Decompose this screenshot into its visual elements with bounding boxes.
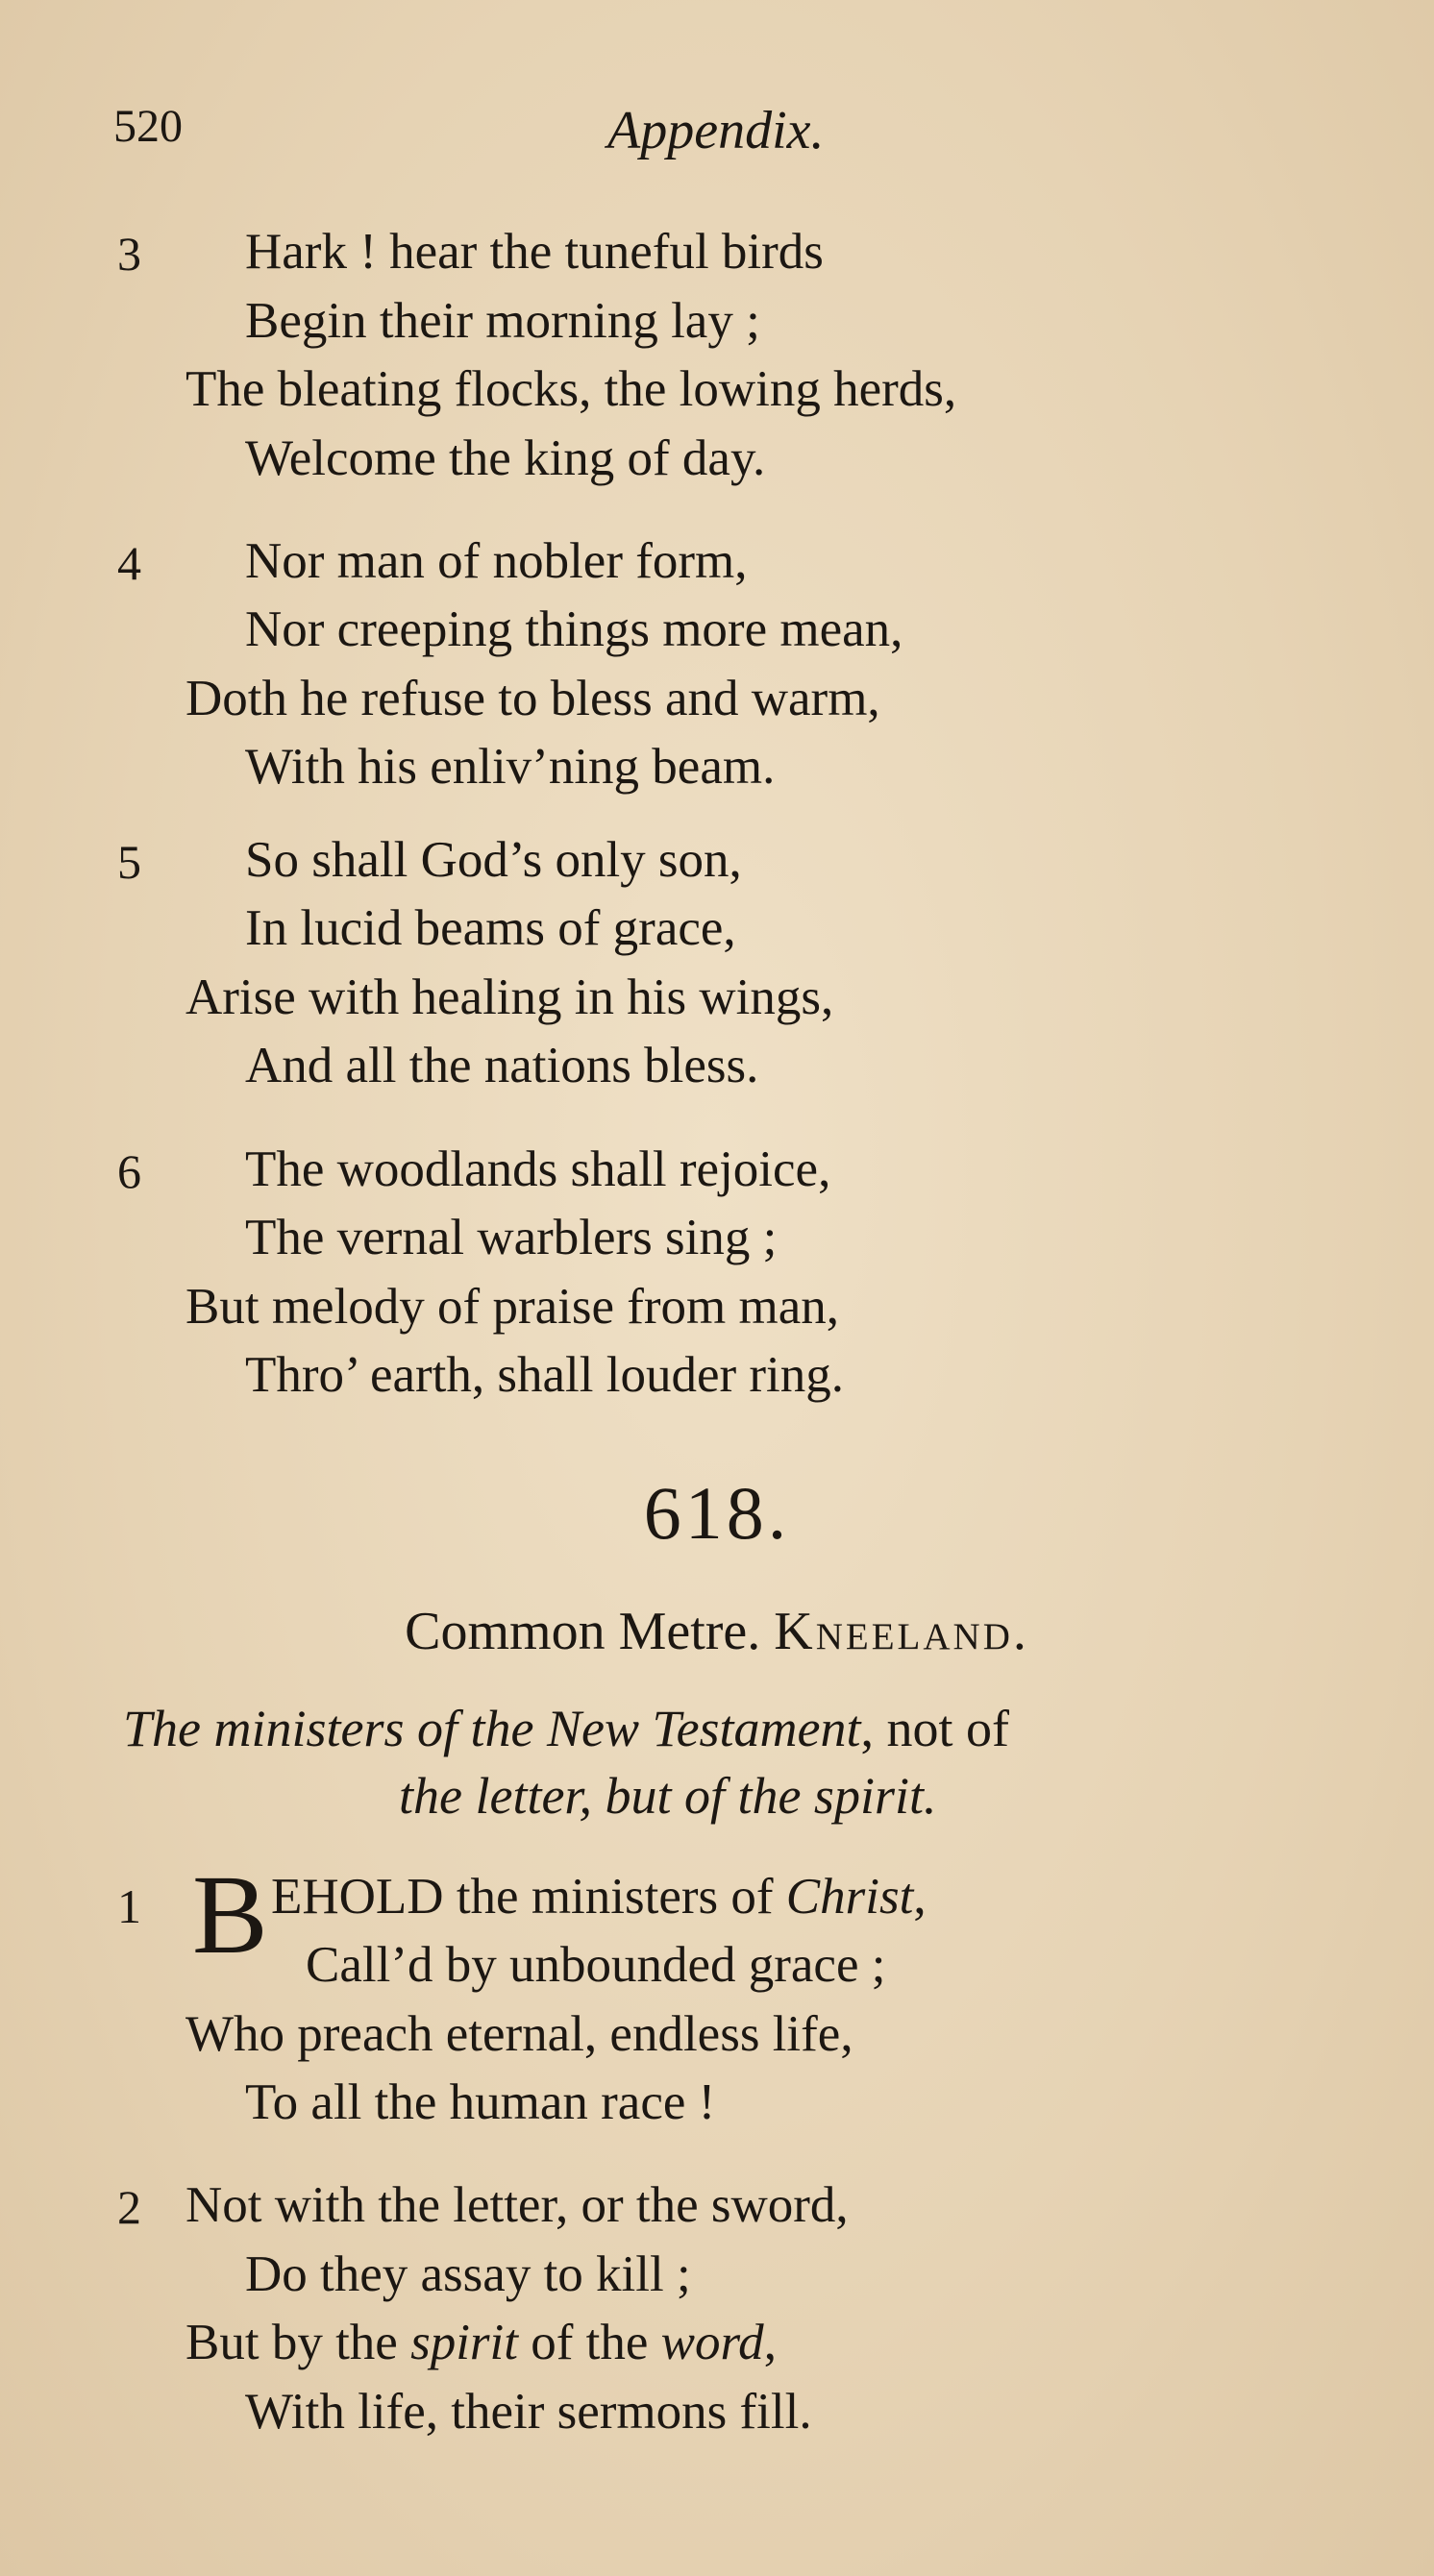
verse-number: 3 xyxy=(117,227,141,281)
verse-number: 6 xyxy=(117,1144,141,1198)
verse-number: 2 xyxy=(117,2180,141,2234)
subtitle-text: , but of the spirit. xyxy=(579,1767,937,1825)
verse-text-italic: spirit xyxy=(410,2315,519,2370)
verse-line: So shall God’s only son, xyxy=(245,832,742,888)
verse-punct: , xyxy=(913,1869,927,1925)
verse-line: And all the nations bless. xyxy=(245,1038,759,1093)
tune-name: Kneeland. xyxy=(774,1602,1029,1661)
verse-text: But by the xyxy=(185,2315,411,2370)
verse-number: 1 xyxy=(117,1879,141,1933)
running-head: Appendix. xyxy=(607,101,825,160)
verse-line: Thro’ earth, shall louder ring. xyxy=(245,1347,845,1403)
verse-line: With his enliv’ning beam. xyxy=(245,739,776,795)
verse-line: Who preach eternal, endless life, xyxy=(185,2006,853,2062)
drop-cap: B xyxy=(192,1852,268,1977)
verse-line: Welcome the king of day. xyxy=(245,430,766,486)
hymn-subtitle-line-2 xyxy=(399,1766,936,1826)
subtitle-text: the letter xyxy=(399,1767,580,1825)
verse-text: EHOLD the ministers of xyxy=(271,1869,786,1925)
verse-line: Call’d by unbounded grace ; xyxy=(306,1937,886,1993)
verse-line: In lucid beams of grace, xyxy=(245,900,736,956)
verse-text-italic: word xyxy=(660,2315,764,2370)
verse-line: Not with the letter, or the sword, xyxy=(185,2177,849,2233)
verse-line xyxy=(271,1868,927,1926)
hymn-subtitle-line-1 xyxy=(123,1699,1009,1758)
verse-line: The vernal warblers sing ; xyxy=(245,1210,778,1265)
meter-name: Common Metre. xyxy=(405,1602,761,1661)
hymn-number: 618. xyxy=(643,1471,791,1555)
verse-punct: , xyxy=(763,2315,777,2370)
verse-line: Nor creeping things more mean, xyxy=(245,601,903,657)
verse-number: 4 xyxy=(117,536,141,590)
verse-line: Do they assay to kill ; xyxy=(245,2246,691,2302)
verse-line: The bleating flocks, the lowing herds, xyxy=(185,361,957,417)
verse-line: Begin their morning lay ; xyxy=(245,293,760,349)
verse-line: Hark ! hear the tuneful birds xyxy=(245,224,824,280)
verse-line xyxy=(185,2314,777,2371)
subtitle-punct: , not of xyxy=(860,1700,1010,1757)
verse-number: 5 xyxy=(117,835,141,889)
verse-line: Nor man of nobler form, xyxy=(245,533,748,589)
verse-text: of the xyxy=(518,2315,661,2370)
verse-line: Arise with healing in his wings, xyxy=(185,969,834,1025)
page-number: 520 xyxy=(113,101,183,152)
verse-line: To all the human race ! xyxy=(245,2074,716,2130)
verse-text-italic: Christ xyxy=(785,1869,914,1925)
verse-line: Doth he refuse to bless and warm, xyxy=(185,671,880,726)
verse-line: But melody of praise from man, xyxy=(185,1279,840,1335)
meter-line xyxy=(0,1601,1434,1662)
verse-line: With life, their sermons fill. xyxy=(245,2384,812,2440)
subtitle-text: The ministers of the New Testament xyxy=(123,1700,861,1757)
verse-line: The woodlands shall rejoice, xyxy=(245,1141,831,1197)
